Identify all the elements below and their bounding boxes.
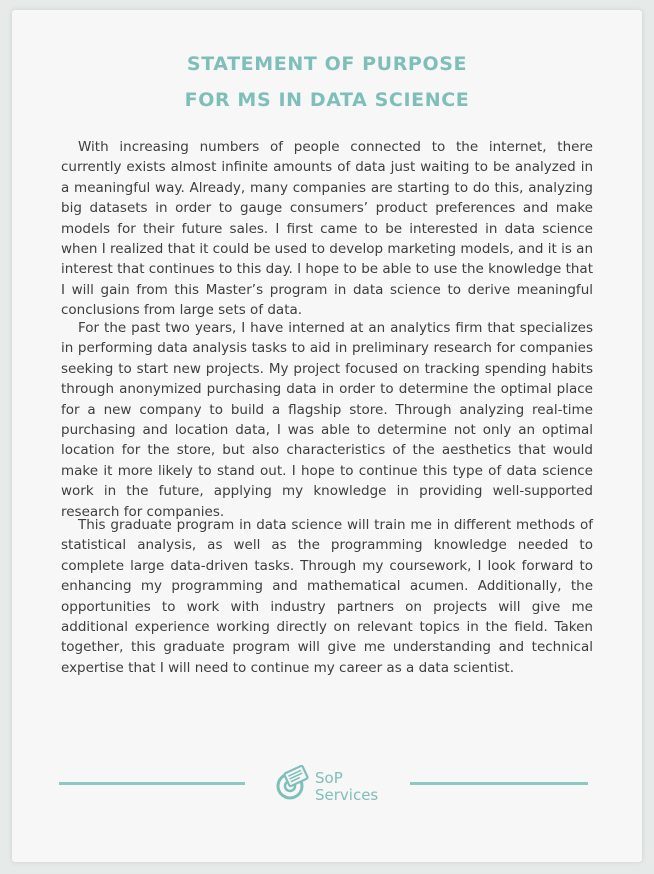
logo-text-services: Services — [315, 786, 379, 804]
logo-text-sop: SoP — [315, 769, 343, 787]
footer-divider-right — [410, 782, 588, 785]
paragraph-2: For the past two years, I have interned at an analytics firm that specializes in performing data analysis tasks to aid in preliminary research for companies seeking to start new projects. My project focused on tracking spending habits through anonymized purchasing data in order to determine the optimal place for a new company to build a flagship store. Through analyzing real-time purchasing and location data, I was able to determine not only an optimal location for the store, but also characteristics of the aesthetics that would make it more likely to stand out. I hope to continue this type of data science work in the future, applying my knowledge in providing well-supported research for companies. — [61, 320, 593, 520]
footer-divider-left — [59, 782, 245, 785]
document-page — [12, 10, 642, 862]
paragraph-1: With increasing numbers of people connected to the internet, there currently exists almost infinite amounts of data just waiting to be analyzed in a meaningful way. Already, many companies are starting to do this, analyzing big datasets in order to gauge consumers’ product preferences and make models for their future sales. I first came to be interested in data science when I realized that it could be used to develop marketing models, and it is an interest that continues to this day. I hope to be able to use the knowledge that I will gain from this Master’s program in data science to derive meaningful conclusions from large sets of data. — [61, 139, 593, 319]
paragraph-3: This graduate program in data science will train me in different methods of statistical analysis, as well as the programming knowledge needed to complete large data-driven tasks. Through my coursework, I look forward to enhancing my programming and mathematical acumen. Additionally, the opportunities to work with industry partners on projects will give me additional experience working directly on relevant topics in the field. Taken together, this graduate program will give me understanding and technical expertise that I will need to continue my career as a data scientist. — [61, 517, 593, 676]
document-title-line1: STATEMENT OF PURPOSE — [186, 53, 468, 75]
document-title-line2: FOR MS IN DATA SCIENCE — [184, 89, 470, 111]
sop-services-logo-icon — [274, 764, 312, 802]
